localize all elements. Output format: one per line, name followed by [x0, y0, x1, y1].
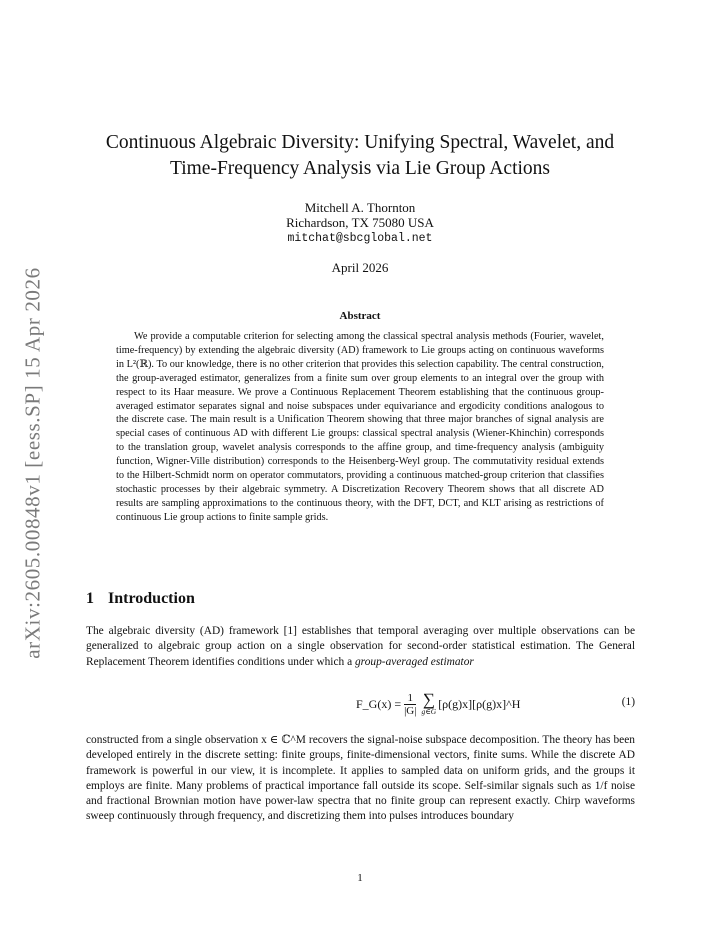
intro-paragraph-1: [86, 624, 635, 670]
equation-rhs: [ρ(g)x][ρ(g)x]^H: [438, 696, 521, 711]
section-title: Introduction: [108, 590, 195, 607]
sigma-glyph: ∑: [422, 690, 435, 709]
arxiv-id-text: arXiv:2605.00848v1 [eess.SP] 15 Apr 2026: [20, 267, 45, 659]
page-number: 1: [357, 872, 363, 884]
paper-date: April 2026: [331, 260, 389, 275]
equation-lhs: F_G(x) =: [356, 696, 402, 711]
author-name: Mitchell A. Thornton: [304, 200, 416, 215]
intro-paragraph-2: constructed from a single observation x ∈ ℂ^M recovers the signal-noise subspace decomposition. The theory has been developed entirely in the discrete setting: finite groups, finite-dimensional vectors, finite sums. While the discrete AD framework is powerful in our view, it is incomplete. It applies to sampled data on uniform grids, and the groups it employs are finite. Many problems of practical importance fall outside its scope. Self-similar signals such as 1/f noise and fractional Brownian motion have power-law spectra that no finite group can represent exactly. Chirp waveforms sweep continuously through frequency, and discretizing them into pulses introduces boundary: [86, 734, 635, 823]
paper-title: [80, 130, 640, 182]
equation-number: (1): [621, 696, 635, 708]
equation-fraction: [404, 692, 416, 717]
fraction-denominator: |G|: [404, 704, 417, 717]
fraction-numerator: 1: [407, 691, 414, 704]
emphasized-term: group-averaged estimator: [354, 655, 474, 668]
intro-paragraph-1-text: The algebraic diversity (AD) framework [1] establishes that temporal averaging over multiple observations can be generalized to algebraic group action on a single observation for second-order statistical estimation. The General Replacement Theorem identifies conditions under which a: [86, 625, 635, 668]
author-email[interactable]: mitchat@sbcglobal.net: [287, 232, 433, 245]
abstract-text: We provide a computable criterion for selecting among the classical spectral analysis methods (Fourier, wavelet, time-frequency) by extending the algebraic diversity (AD) framework to Lie groups acting on continuous waveforms in L²(ℝ). To our knowledge, there is no other criterion that provides this selection capability. The central construction, the group-averaged estimator, generalizes from a finite sum over group elements to an integral over the group with respect to its Haar measure. We prove a Continuous Replacement Theorem establishing that the continuous group-averaged estimator separates signal and noise subspaces under equivariance and ergodicity conditions analogous to the discrete case. The main result is a Unification Theorem showing that three major branches of signal analysis are special cases of continuous AD with different Lie groups: classical spectral analysis (Wiener-Khinchin) corresponds to the translation group, wavelet analysis corresponds to the affine group, and time-frequency analysis (ambiguity function, Wigner-Ville distribution) corresponds to the Heisenberg-Weyl group. The commutativity residual extends to the Hilbert-Schmidt norm on operator commutators, providing a continuous matched-group criterion that classifies stochastic processes by their algebraic symmetry. A Discretization Recovery Theorem shows that all discrete AD results are sampling approximations to the continuous theory, with the DFT, DCT, and KLT arising as restrictions of continuous Lie group actions to finite sample grids.: [116, 331, 604, 523]
abstract-heading: Abstract: [339, 310, 381, 322]
title-line-2: Time-Frequency Analysis via Lie Group Actions: [169, 158, 551, 179]
author-affiliation: Richardson, TX 75080 USA: [286, 215, 434, 230]
summation-index: g∈G: [421, 707, 437, 716]
section-number: 1: [86, 590, 94, 607]
equation-body: [356, 688, 520, 720]
equation-1: [86, 688, 635, 720]
title-line-1: Continuous Algebraic Diversity: Unifying Spectral, Wavelet, and: [105, 132, 615, 153]
summation-symbol: [421, 692, 436, 716]
section-heading: [86, 590, 195, 608]
